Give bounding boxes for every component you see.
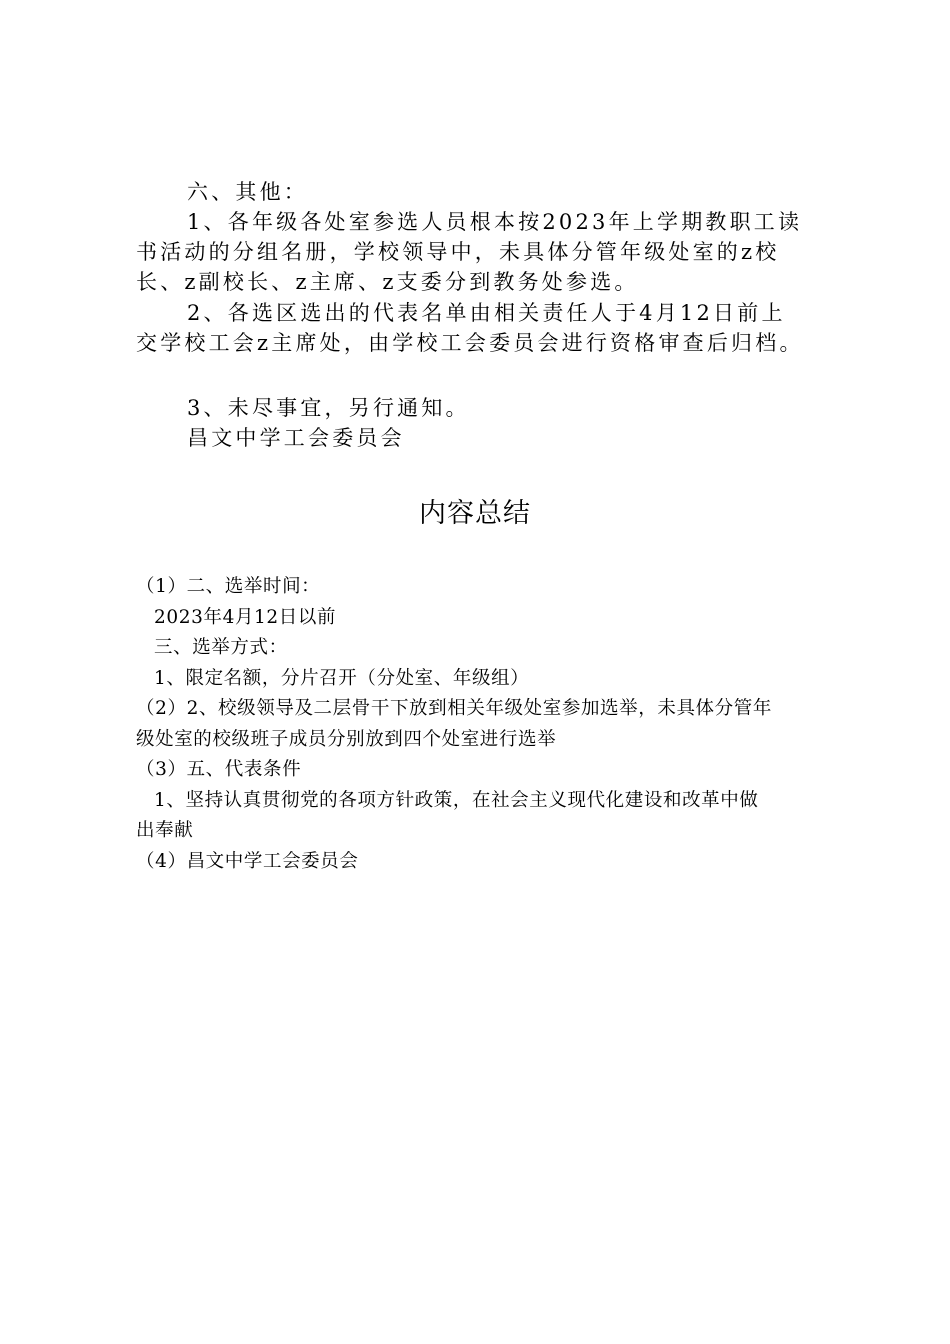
signature: 昌文中学工会委员会	[187, 426, 405, 450]
summary-line: （3）五、代表条件	[136, 759, 302, 780]
paragraph-line: 书活动的分组名册，学校领导中，未具体分管年级处室的z校	[136, 240, 780, 264]
summary-line: 出奉献	[136, 820, 194, 841]
section-heading: 六、其他：	[187, 180, 308, 204]
summary-line: 级处室的校级班子成员分别放到四个处室进行选举	[136, 729, 557, 750]
summary-title: 内容总结	[419, 498, 531, 529]
summary-line: （1）二、选举时间：	[136, 576, 321, 597]
summary-line: 三、选举方式：	[154, 637, 288, 658]
paragraph-line: 2、各选区选出的代表名单由相关责任人于4月12日前上	[187, 301, 786, 325]
paragraph-line: 3、未尽事宜，另行通知。	[187, 396, 470, 420]
summary-line: （4）昌文中学工会委员会	[136, 851, 359, 872]
summary-line: （2）2、校级领导及二层骨干下放到相关年级处室参加选举，未具体分管年	[136, 698, 772, 719]
summary-line: 2023年4月12日以前	[154, 607, 337, 628]
paragraph-line: 交学校工会z主席处，由学校工会委员会进行资格审查后归档。	[136, 331, 804, 355]
summary-line: 1、坚持认真贯彻党的各项方针政策，在社会主义现代化建设和改革中做	[154, 790, 759, 811]
paragraph-line: 1、各年级各处室参选人员根本按2023年上学期教职工读	[187, 210, 803, 234]
paragraph-line: 长、z副校长、z主席、z支委分到教务处参选。	[136, 270, 639, 294]
summary-line: 1、限定名额，分片召开（分处室、年级组）	[154, 668, 530, 689]
